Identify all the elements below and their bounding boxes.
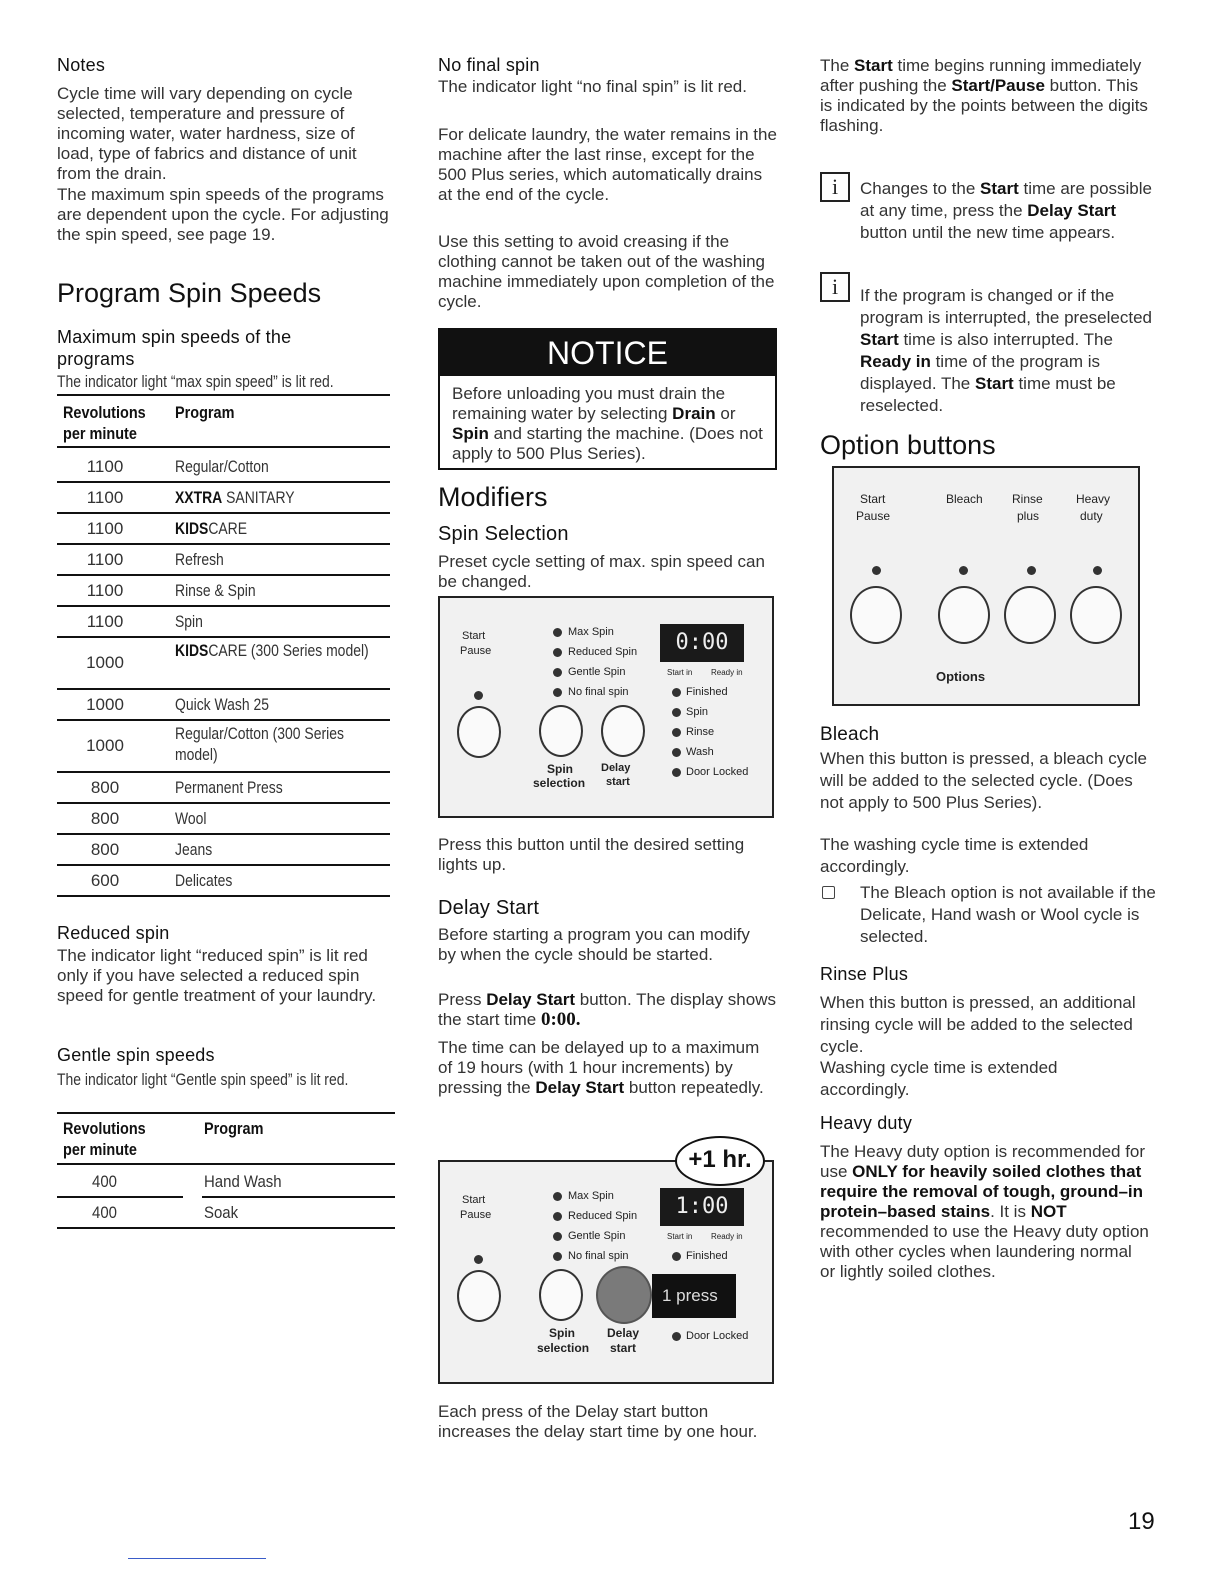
table-row [57,773,390,804]
rinse-plus-p2: Washing cycle time is extended accordingly. [820,1058,1058,1099]
pause-label: Pause [460,1209,492,1221]
table-header-rule [57,446,390,448]
section-title-program-spin-speeds: Program Spin Speeds [57,278,322,308]
gentle-table-bottom-rule [57,1227,395,1229]
start-label: Start [462,630,486,642]
max-spin-label: Max Spin [568,626,614,638]
table-row [57,607,390,638]
wash-status-label: Wash [686,746,714,758]
notice-title: NOTICE [440,330,775,376]
door-locked-label: Door Locked [686,766,749,778]
reduced-spin-label: Reduced Spin [568,646,638,658]
rinse-led [672,728,681,737]
rinse-plus-led [1027,566,1036,575]
no-final-spin-label: No final spin [568,1250,629,1262]
ready-in-label: Ready in [711,1232,743,1241]
no-final-spin-p3: Use this setting to avoid creasing if the clothing cannot be taken out of the washing machine immediately upon completion of the cycle. [438,232,775,311]
gentle-row-2-program: Soak [204,1203,239,1222]
max-spin-led [553,1192,562,1201]
spin-selection-text: Preset cycle setting of max. spin speed can be changed. [438,552,765,591]
start-pause-button[interactable] [457,706,501,758]
gentle-row-rule [57,1196,183,1198]
finished-label: Finished [686,1250,728,1262]
delay-start-button[interactable] [601,705,645,757]
door-locked-label: Door Locked [686,1330,749,1342]
heavy-duty-led [1093,566,1102,575]
table-row [57,835,390,866]
bleach-label: Bleach [946,492,983,506]
no-final-spin-title: No final spin [438,55,540,75]
no-final-spin-p1: The indicator light “no final spin” is lit red. [438,77,747,96]
start-time-paragraph: The Start time begins running immediately after pushing the Start/Pause button. This is indicated by the points between the digits flashing. [820,56,1148,135]
rpm-cell: 800 [90,839,120,859]
table-top-rule [57,394,390,396]
spin-selection-after: Press this button until the desired setting lights up. [438,835,745,874]
program-cell: Regular/Cotton [175,457,269,476]
gentle-spin-led [553,668,562,677]
delay-label: Delay [601,762,631,774]
gentle-table-header-rpm: Revolutions per minute [63,1119,146,1159]
table-row [57,721,390,773]
program-cell: Quick Wash 25 [175,695,270,714]
gentle-spin-title: Gentle spin speeds [57,1045,215,1065]
info-icon: i [820,272,850,302]
reduced-spin-title: Reduced spin [57,923,170,943]
notes-title: Notes [57,55,106,75]
rinse-plus-title: Rinse Plus [820,964,909,984]
finished-led [672,688,681,697]
control-panel-delay-start [438,1160,774,1384]
bleach-button[interactable] [938,586,990,644]
start-led [474,1255,483,1264]
gentle-table-top-rule [57,1112,395,1114]
start-label-2: start [606,776,630,788]
delay-start-p3: The time can be delayed up to a maximum of 19 hours (with 1 hour increments) by pressing the Delay Start button repeatedly. [438,1038,764,1097]
option-button-panel [832,466,1140,706]
rinse-plus-button[interactable] [1004,586,1056,644]
bleach-led [959,566,968,575]
gentle-row-2-rpm: 400 [92,1203,117,1222]
spin-led [672,708,681,717]
selection-label: selection [537,1341,590,1355]
delay-start-title: Delay Start [438,897,540,919]
program-cell: KIDSCARE [175,519,248,538]
table-row [57,804,390,835]
program-cell: Regular/Cotton (300 Series model) [175,724,344,764]
section-title-modifiers: Modifiers [438,482,548,512]
gentle-row-1-rpm: 400 [92,1172,117,1191]
bleach-title: Bleach [820,724,880,745]
rpm-cell: 1100 [86,549,124,569]
rpm-cell: 800 [90,777,120,797]
program-cell: Delicates [175,871,233,890]
max-spin-label: Max Spin [568,1190,614,1202]
delay-start-p2: Press Delay Start button. The display shows the start time 0:00. [438,990,776,1030]
door-locked-led [672,768,681,777]
start-label: Start [462,1194,486,1206]
gentle-row-rule [202,1196,395,1198]
table-header-rpm: Revolutions per minute [63,403,146,443]
notice-text: Before unloading you must drain the remaining water by selecting Drain or Spin and starting the machine. (Does not apply to 500 Plus Series). [452,384,763,463]
finished-led [672,1252,681,1261]
bleach-p1: When this button is pressed, a bleach cycle will be added to the selected cycle. (Does not apply to 500 Plus Series). [820,749,1147,812]
rpm-cell: 1000 [86,736,124,755]
page-number: 19 [1128,1508,1155,1535]
table-row [57,866,390,897]
options-label: Options [936,669,986,684]
start-pause-button[interactable] [457,1270,501,1322]
program-cell: XXTRA SANITARY [175,488,295,507]
reduced-spin-text: The indicator light “reduced spin” is lit red only if you have selected a reduced spin speed for gentle treatment of your laundry. [57,946,377,1005]
delay-start-button-pressed[interactable] [596,1266,652,1324]
rpm-cell: 1000 [86,694,124,714]
start-led [872,566,881,575]
gentle-table-header-rule [57,1163,395,1165]
delay-start-p1: Before starting a program you can modify by when the cycle should be started. [438,925,750,964]
rpm-cell: 1100 [86,518,124,538]
start-pause-button[interactable] [850,586,902,644]
spin-label: Spin [547,762,573,776]
program-cell: Permanent Press [175,778,283,797]
rinse-label: Rinse [1012,492,1043,506]
control-panel-spin-selection [438,596,774,818]
reduced-spin-led [553,1212,562,1221]
table-header-program: Program [175,403,235,422]
program-cell: KIDSCARE (300 Series model) [175,641,369,660]
gentle-spin-label: Gentle Spin [568,1230,626,1242]
no-final-spin-led [553,688,562,697]
program-cell: Spin [175,612,203,631]
reduced-spin-led [553,648,562,657]
info-note-2: If the program is changed or if the program is interrupted, the preselected Start time is also interrupted. The Ready in time of the program is displayed. The Start time must be reselected. [860,286,1152,415]
gentle-spin-note: The indicator light “Gentle spin speed” is lit red. [57,1070,349,1089]
checkbox-bullet-icon [822,886,835,899]
heavy-duty-title: Heavy duty [820,1113,913,1133]
no-final-spin-label: No final spin [568,686,629,698]
press-callout: 1 press [652,1274,736,1318]
time-display: 0:00 [660,624,744,662]
rpm-cell: 800 [90,808,120,828]
rpm-cell: 1000 [86,653,124,672]
max-spin-title: Maximum spin speeds of the programs [57,327,292,369]
gentle-spin-led [553,1232,562,1241]
notice-box [438,328,777,470]
notes-paragraph-2: The maximum spin speeds of the programs are dependent upon the cycle. For adjusting the spin speed, see page 19. [57,185,389,244]
finished-label: Finished [686,686,728,698]
start-in-label: Start in [667,1232,693,1241]
wash-led [672,748,681,757]
rpm-cell: 1100 [86,487,124,507]
pause-label: Pause [856,509,891,523]
gentle-spin-label: Gentle Spin [568,666,626,678]
table-row [57,638,390,690]
bleach-p2: The washing cycle time is extended accordingly. [820,835,1089,876]
rinse-plus-p1: When this button is pressed, an additional rinsing cycle will be added to the selected cycle. [820,993,1136,1056]
footer-rule [128,1558,266,1559]
gentle-row-1-program: Hand Wash [204,1172,282,1191]
program-cell: Wool [175,809,207,828]
table-row [57,514,390,545]
no-final-spin-p2: For delicate laundry, the water remains in the machine after the last rinse, except for the 500 Plus series, which automatically drains at the end of the cycle. [438,125,777,204]
spin-selection-button[interactable] [539,1269,583,1321]
reduced-spin-label: Reduced Spin [568,1210,638,1222]
pause-label: Pause [460,645,492,657]
table-row [57,576,390,607]
rpm-cell: 600 [90,870,120,890]
program-cell: Rinse & Spin [175,581,256,600]
ready-in-label: Ready in [711,668,743,677]
plus-label: plus [1017,509,1040,523]
delay-start-after: Each press of the Delay start button increases the delay start time by one hour. [438,1402,758,1441]
spin-selection-button[interactable] [539,705,583,757]
selection-label: selection [533,776,586,790]
no-final-spin-led [553,1252,562,1261]
info-note-1: Changes to the Start time are possible at any time, press the Delay Start button until the new time appears. [860,179,1152,242]
max-spin-led [553,628,562,637]
plus-one-hour-callout: +1 hr. [675,1136,765,1186]
table-row [57,545,390,576]
rpm-cell: 1100 [86,611,124,631]
program-cell: Refresh [175,550,224,569]
start-led [474,691,483,700]
max-spin-note: The indicator light “max spin speed” is lit red. [57,372,334,391]
section-title-option-buttons: Option buttons [820,430,996,460]
gentle-table-header-program: Program [204,1119,264,1138]
duty-label: duty [1080,509,1103,523]
heavy-duty-text: The Heavy duty option is recommended for use ONLY for heavily soiled clothes that require the removal of tough, ground–in protein–based stains. It is NOT recommended to use the Heavy duty option with other cycles when laundering normal or lightly soiled clothes. [820,1142,1149,1281]
table-row [57,690,390,721]
notes-paragraph-1: Cycle time will vary depending on cycle selected, temperature and pressure of incoming water, water hardness, size of load, type of fabrics and distance of unit from the drain. [57,84,357,183]
start-label: Start [860,492,886,506]
delay-label: Delay [607,1326,640,1340]
table-row [57,483,390,514]
rpm-cell: 1100 [86,580,124,600]
spin-status-label: Spin [686,706,709,718]
door-locked-led [672,1332,681,1341]
rinse-status-label: Rinse [686,726,715,738]
info-icon: i [820,172,850,202]
heavy-label: Heavy [1076,492,1111,506]
spin-label: Spin [549,1326,575,1340]
start-in-label: Start in [667,668,693,677]
heavy-duty-button[interactable] [1070,586,1122,644]
time-display: 1:00 [660,1188,744,1226]
program-cell: Jeans [175,840,213,859]
table-row [57,452,390,483]
rpm-cell: 1100 [86,456,124,476]
spin-selection-title: Spin Selection [438,523,569,545]
bleach-note: The Bleach option is not available if the Delicate, Hand wash or Wool cycle is selected. [860,883,1156,946]
start-label-2: start [610,1341,637,1355]
